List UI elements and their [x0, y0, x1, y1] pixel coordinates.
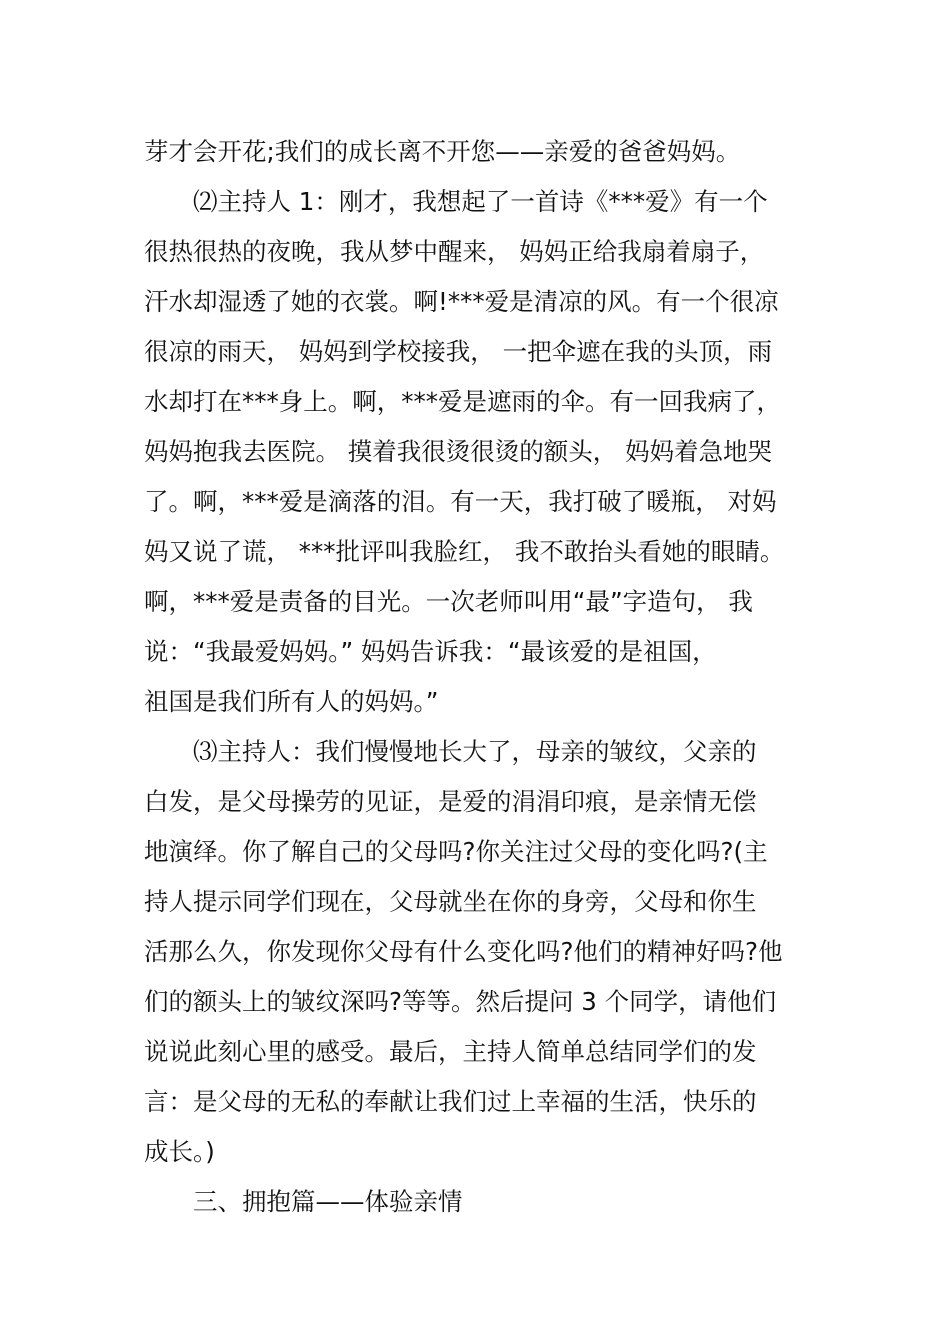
text-line: 祖国是我们所有人的妈妈。” [144, 687, 439, 716]
text-line: 成长。) [144, 1137, 215, 1166]
body-text [144, 127, 824, 1227]
text-line: 很热很热的夜晚，我从梦中醒来， 妈妈正给我扇着扇子， [144, 237, 765, 266]
text-line: 说说此刻心里的感受。最后，主持人简单总结同学们的发 [144, 1037, 757, 1066]
section-heading: 三、拥抱篇——体验亲情 [193, 1187, 463, 1216]
text-line: 白发，是父母操劳的见证，是爱的涓涓印痕，是亲情无偿 [144, 787, 757, 816]
text-line: 了。啊，***爱是滴落的泪。有一天，我打破了暖瓶， 对妈 [144, 487, 777, 516]
text-line: 汗水却湿透了她的衣裳。啊!***爱是清凉的风。有一个很凉 [144, 287, 779, 316]
text-line: ⑶主持人：我们慢慢地长大了，母亲的皱纹，父亲的 [193, 737, 757, 766]
text-line: 妈又说了谎， ***批评叫我脸红， 我不敢抬头看她的眼睛。 [144, 537, 785, 566]
text-line: 水却打在***身上。啊，***爱是遮雨的伞。有一回我病了， [144, 387, 781, 416]
text-line: 地演绎。你了解自己的父母吗?你关注过父母的变化吗?(主 [144, 837, 768, 866]
text-line: 活那么久，你发现你父母有什么变化吗?他们的精神好吗?他 [144, 937, 783, 966]
text-line: 啊，***爱是责备的目光。一次老师叫用“最”字造句， 我 [144, 587, 753, 616]
text-line: 们的额头上的皱纹深吗?等等。然后提问 3 个同学，请他们 [144, 987, 777, 1016]
text-line: 说：“我最爱妈妈。” 妈妈告诉我：“最该爱的是祖国， [144, 637, 717, 666]
text-line: 妈妈抱我去医院。 摸着我很烫很烫的额头， 妈妈着急地哭 [144, 437, 773, 466]
text-line: 很凉的雨天， 妈妈到学校接我， 一把伞遮在我的头顶，雨 [144, 337, 773, 366]
text-line: 持人提示同学们现在，父母就坐在你的身旁，父母和你生 [144, 887, 757, 916]
text-line: 芽才会开花;我们的成长离不开您——亲爱的爸爸妈妈。 [144, 137, 741, 166]
text-line: ⑵主持人 1：刚才，我想起了一首诗《***爱》有一个 [193, 187, 768, 216]
text-line: 言：是父母的无私的奉献让我们过上幸福的生活，快乐的 [144, 1087, 757, 1116]
